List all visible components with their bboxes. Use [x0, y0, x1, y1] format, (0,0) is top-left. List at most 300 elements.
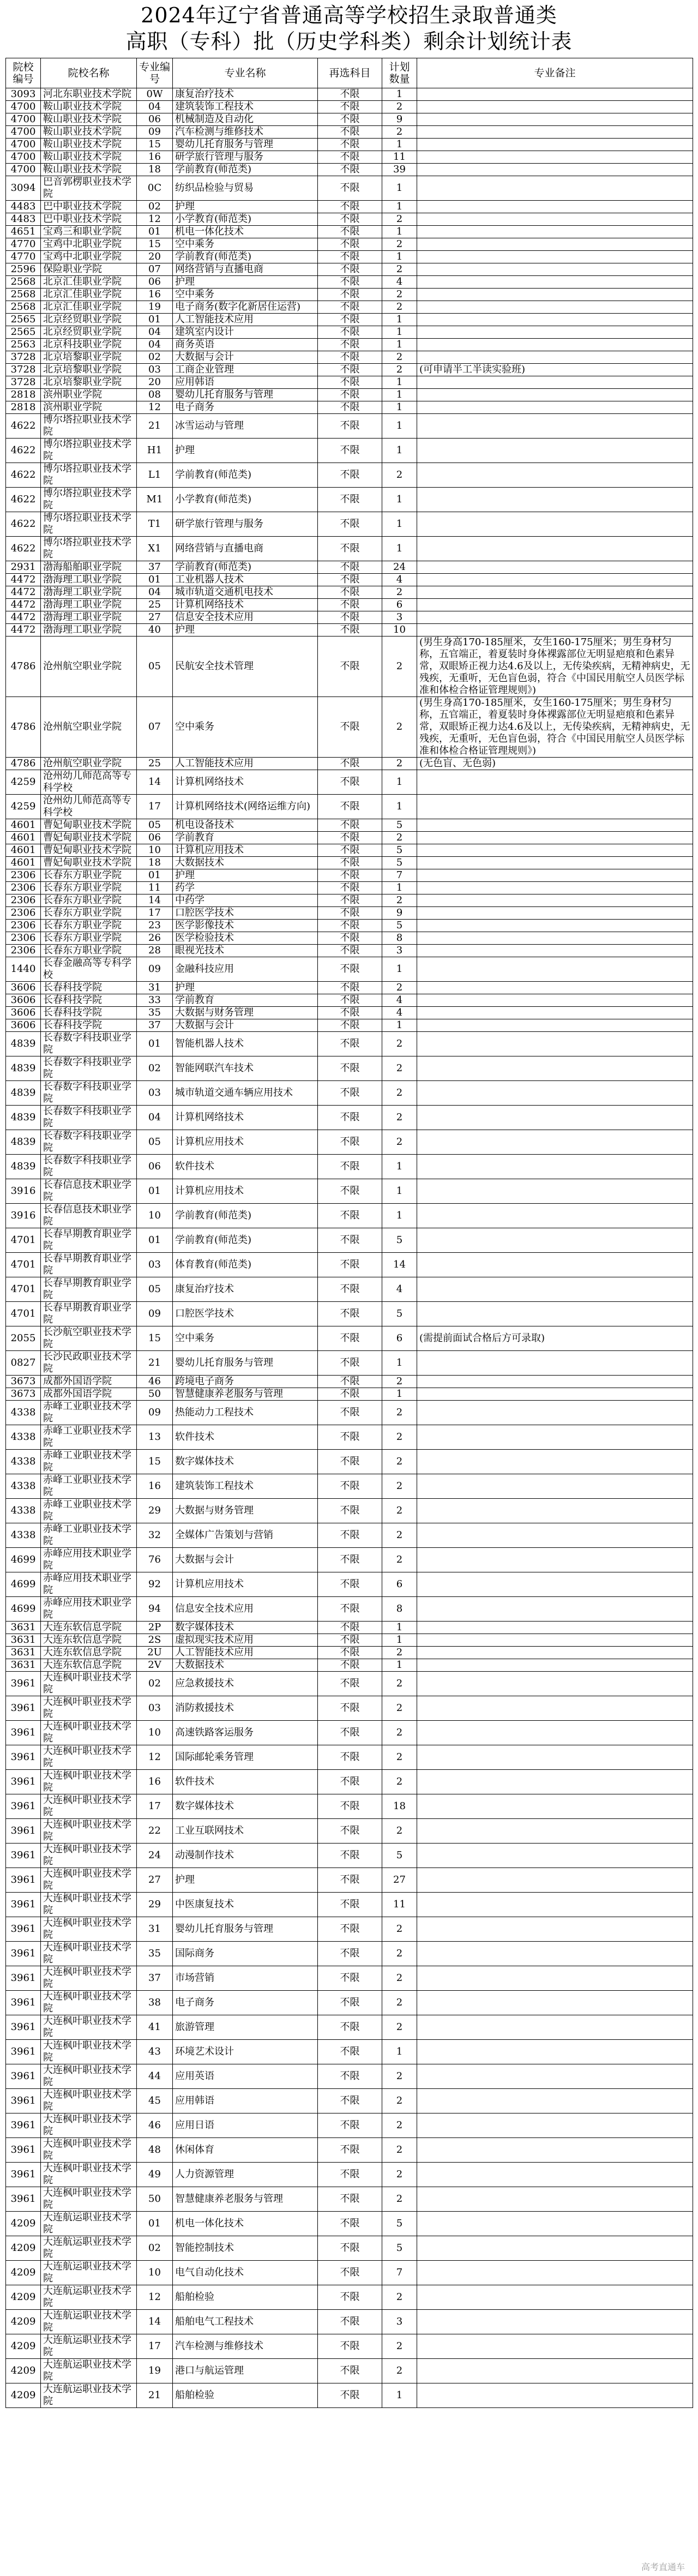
- school-name-cell: 赤峰工业职业技术学院: [41, 1474, 137, 1499]
- school-code-cell: 2306: [6, 920, 41, 932]
- table-row: [6, 2138, 693, 2163]
- school-code-cell: 3916: [6, 1204, 41, 1228]
- reselect-subject-cell: 不限: [318, 238, 382, 251]
- major-code-cell: 46: [137, 1376, 173, 1388]
- major-code-cell: 15: [137, 1326, 173, 1351]
- school-name-cell: 宝鸡中北职业学院: [41, 251, 137, 263]
- school-name-cell: 河北东职业技术学院: [41, 88, 137, 101]
- table-row: [6, 1155, 693, 1179]
- school-name-cell: 鞍山职业技术学院: [41, 164, 137, 176]
- plan-count-cell: 2: [382, 301, 417, 314]
- school-code-cell: 4338: [6, 1450, 41, 1474]
- table-row: [6, 945, 693, 957]
- major-name-cell: 护理: [173, 439, 318, 463]
- table-row: [6, 1081, 693, 1106]
- table-row: [6, 2113, 693, 2138]
- school-code-cell: 0827: [6, 1351, 41, 1376]
- school-code-cell: 3961: [6, 1745, 41, 1770]
- school-name-cell: 大连枫叶职业技术学院: [41, 1672, 137, 1696]
- school-code-cell: 2306: [6, 945, 41, 957]
- school-name-cell: 赤峰工业职业技术学院: [41, 1523, 137, 1548]
- major-code-cell: 0C: [137, 176, 173, 201]
- table-row: [6, 151, 693, 164]
- major-note-cell: [417, 176, 693, 201]
- major-name-cell: 智能网联汽车技术: [173, 1056, 318, 1081]
- major-note-cell: [417, 1376, 693, 1388]
- major-code-cell: 03: [137, 1253, 173, 1277]
- major-code-cell: 40: [137, 624, 173, 637]
- plan-count-cell: 2: [382, 2163, 417, 2187]
- plan-count-cell: 1: [382, 226, 417, 238]
- major-name-cell: 计算机应用技术: [173, 1130, 318, 1155]
- reselect-subject-cell: 不限: [318, 832, 382, 844]
- plan-count-cell: 2: [382, 2113, 417, 2138]
- school-code-cell: 4701: [6, 1277, 41, 1302]
- major-code-cell: 17: [137, 795, 173, 819]
- plan-count-cell: 5: [382, 1844, 417, 1868]
- plan-count-cell: 24: [382, 561, 417, 574]
- plan-count-cell: 2: [382, 289, 417, 301]
- major-code-cell: 50: [137, 2187, 173, 2212]
- reselect-subject-cell: 不限: [318, 1056, 382, 1081]
- major-note-cell: [417, 537, 693, 561]
- table-row: [6, 364, 693, 376]
- major-name-cell: 计算机网络技术(网络运维方向): [173, 795, 318, 819]
- school-name-cell: 北京经贸职业学院: [41, 314, 137, 326]
- table-row: [6, 201, 693, 213]
- major-note-cell: [417, 251, 693, 263]
- school-code-cell: 4786: [6, 758, 41, 770]
- plan-count-cell: 5: [382, 857, 417, 869]
- plan-count-cell: 2: [382, 2334, 417, 2359]
- major-note-cell: [417, 574, 693, 586]
- school-code-cell: 3961: [6, 2040, 41, 2064]
- major-note-cell: [417, 2334, 693, 2359]
- major-name-cell: 学前教育(师范类): [173, 1228, 318, 1253]
- school-code-cell: 3961: [6, 2163, 41, 2187]
- major-name-cell: 大数据与财务管理: [173, 1007, 318, 1019]
- major-note-cell: [417, 2089, 693, 2113]
- table-row: [6, 2212, 693, 2236]
- major-note-cell: [417, 2383, 693, 2408]
- school-name-cell: 大连航运职业技术学院: [41, 2212, 137, 2236]
- major-code-cell: 33: [137, 994, 173, 1007]
- plan-count-cell: 2: [382, 1942, 417, 1966]
- major-name-cell: 数字媒体技术: [173, 1794, 318, 1819]
- plan-count-cell: 1: [382, 1659, 417, 1672]
- table-row: [6, 1401, 693, 1425]
- major-note-cell: [417, 1942, 693, 1966]
- school-code-cell: 4839: [6, 1130, 41, 1155]
- major-name-cell: 大数据技术: [173, 1659, 318, 1672]
- table-row: [6, 2015, 693, 2040]
- reselect-subject-cell: 不限: [318, 512, 382, 537]
- reselect-subject-cell: 不限: [318, 414, 382, 439]
- major-code-cell: 19: [137, 2359, 173, 2383]
- plan-count-cell: 2: [382, 1106, 417, 1130]
- major-name-cell: 电子商务: [173, 401, 318, 414]
- school-code-cell: 3961: [6, 1917, 41, 1942]
- table-row: [6, 1228, 693, 1253]
- school-name-cell: 长春科技学院: [41, 982, 137, 994]
- table-row: [6, 1966, 693, 1991]
- major-name-cell: 船舶检验: [173, 2285, 318, 2310]
- table-row: [6, 351, 693, 364]
- school-name-cell: 宝鸡中北职业学院: [41, 238, 137, 251]
- school-code-cell: 4338: [6, 1425, 41, 1450]
- plan-count-cell: 5: [382, 2212, 417, 2236]
- school-code-cell: 4651: [6, 226, 41, 238]
- major-name-cell: 工业互联网技术: [173, 1819, 318, 1844]
- reselect-subject-cell: 不限: [318, 1659, 382, 1672]
- school-code-cell: 3961: [6, 1721, 41, 1745]
- major-name-cell: 建筑装饰工程技术: [173, 101, 318, 113]
- major-note-cell: [417, 351, 693, 364]
- table-row: [6, 1019, 693, 1032]
- major-name-cell: 网络营销与直播电商: [173, 537, 318, 561]
- major-code-cell: 13: [137, 1425, 173, 1450]
- school-name-cell: 北京培黎职业学院: [41, 364, 137, 376]
- school-code-cell: 3961: [6, 1844, 41, 1868]
- major-note-cell: [417, 263, 693, 276]
- school-name-cell: 赤峰工业职业技术学院: [41, 1499, 137, 1523]
- major-note-cell: [417, 1081, 693, 1106]
- school-name-cell: 长春金融高等专科学校: [41, 957, 137, 982]
- school-name-cell: 北京科技职业学院: [41, 339, 137, 351]
- school-name-cell: 大连枫叶职业技术学院: [41, 1794, 137, 1819]
- reselect-subject-cell: 不限: [318, 2064, 382, 2089]
- major-name-cell: 护理: [173, 624, 318, 637]
- major-name-cell: 婴幼儿托育服务与管理: [173, 139, 318, 151]
- school-name-cell: 大连枫叶职业技术学院: [41, 1745, 137, 1770]
- school-code-cell: 3961: [6, 2138, 41, 2163]
- table-row: [6, 857, 693, 869]
- reselect-subject-cell: 不限: [318, 1672, 382, 1696]
- plan-count-cell: 9: [382, 907, 417, 920]
- plan-count-cell: 2: [382, 2089, 417, 2113]
- plan-count-cell: 2: [382, 832, 417, 844]
- major-code-cell: 14: [137, 894, 173, 907]
- plan-count-cell: 3: [382, 945, 417, 957]
- school-code-cell: 4839: [6, 1155, 41, 1179]
- table-row: [6, 276, 693, 289]
- table-row: [6, 2064, 693, 2089]
- plan-count-cell: 27: [382, 1868, 417, 1893]
- major-code-cell: 12: [137, 1745, 173, 1770]
- school-name-cell: 博尔塔拉职业技术学院: [41, 414, 137, 439]
- school-code-cell: 4622: [6, 537, 41, 561]
- reselect-subject-cell: 不限: [318, 2015, 382, 2040]
- major-note-cell: [417, 2138, 693, 2163]
- reselect-subject-cell: 不限: [318, 2261, 382, 2285]
- reselect-subject-cell: 不限: [318, 1696, 382, 1721]
- school-name-cell: 长春信息技术职业学院: [41, 1179, 137, 1204]
- reselect-subject-cell: 不限: [318, 113, 382, 126]
- table-row: [6, 932, 693, 945]
- school-name-cell: 沧州幼儿师范高等专科学校: [41, 795, 137, 819]
- major-name-cell: 人工智能技术应用: [173, 758, 318, 770]
- major-name-cell: 城市轨道交通机电技术: [173, 586, 318, 599]
- major-name-cell: 口腔医学技术: [173, 907, 318, 920]
- school-code-cell: 4622: [6, 414, 41, 439]
- major-note-cell: [417, 882, 693, 894]
- plan-count-cell: 2: [382, 2015, 417, 2040]
- major-name-cell: 智能控制技术: [173, 2236, 318, 2261]
- major-code-cell: 46: [137, 2113, 173, 2138]
- major-note-cell: [417, 869, 693, 882]
- reselect-subject-cell: 不限: [318, 326, 382, 339]
- school-name-cell: 沧州幼儿师范高等专科学校: [41, 770, 137, 795]
- major-name-cell: 智能机器人技术: [173, 1032, 318, 1056]
- table-row: [6, 2040, 693, 2064]
- plan-count-cell: 2: [382, 1696, 417, 1721]
- major-name-cell: 小学教育(师范类): [173, 488, 318, 512]
- table-row: [6, 126, 693, 139]
- major-name-cell: 应用韩语: [173, 2089, 318, 2113]
- major-code-cell: 22: [137, 1819, 173, 1844]
- reselect-subject-cell: 不限: [318, 488, 382, 512]
- major-code-cell: 31: [137, 1917, 173, 1942]
- major-code-cell: 06: [137, 113, 173, 126]
- table-row: [6, 1572, 693, 1597]
- table-row: [6, 982, 693, 994]
- table-row: [6, 213, 693, 226]
- reselect-subject-cell: 不限: [318, 289, 382, 301]
- major-code-cell: 08: [137, 389, 173, 401]
- major-note-cell: [417, 88, 693, 101]
- major-code-cell: 01: [137, 1032, 173, 1056]
- major-code-cell: 29: [137, 1499, 173, 1523]
- school-name-cell: 大连航运职业技术学院: [41, 2285, 137, 2310]
- major-name-cell: 计算机网络技术: [173, 770, 318, 795]
- remaining-plan-table: [5, 58, 693, 2408]
- major-note-cell: [417, 126, 693, 139]
- reselect-subject-cell: 不限: [318, 637, 382, 697]
- major-code-cell: 02: [137, 1672, 173, 1696]
- major-note-cell: [417, 586, 693, 599]
- school-code-cell: 2306: [6, 932, 41, 945]
- reselect-subject-cell: 不限: [318, 151, 382, 164]
- major-name-cell: 中药学: [173, 894, 318, 907]
- school-name-cell: 长春东方职业学院: [41, 932, 137, 945]
- plan-count-cell: 11: [382, 1893, 417, 1917]
- school-name-cell: 长春东方职业学院: [41, 907, 137, 920]
- reselect-subject-cell: 不限: [318, 819, 382, 832]
- reselect-subject-cell: 不限: [318, 1302, 382, 1326]
- major-name-cell: 电子商务: [173, 1991, 318, 2015]
- major-note-cell: [417, 2187, 693, 2212]
- major-code-cell: 10: [137, 1721, 173, 1745]
- school-name-cell: 长春数字科技职业学院: [41, 1081, 137, 1106]
- plan-count-cell: 1: [382, 1622, 417, 1634]
- major-code-cell: 09: [137, 126, 173, 139]
- major-name-cell: 婴幼儿托育服务与管理: [173, 1351, 318, 1376]
- major-code-cell: 11: [137, 882, 173, 894]
- plan-count-cell: 1: [382, 1019, 417, 1032]
- major-note-cell: [417, 1351, 693, 1376]
- reselect-subject-cell: 不限: [318, 176, 382, 201]
- reselect-subject-cell: 不限: [318, 758, 382, 770]
- school-code-cell: 4786: [6, 697, 41, 758]
- plan-count-cell: 2: [382, 364, 417, 376]
- reselect-subject-cell: 不限: [318, 932, 382, 945]
- major-name-cell: 港口与航运管理: [173, 2359, 318, 2383]
- plan-count-cell: 1: [382, 339, 417, 351]
- reselect-subject-cell: 不限: [318, 894, 382, 907]
- plan-count-cell: 2: [382, 1450, 417, 1474]
- school-code-cell: 4839: [6, 1032, 41, 1056]
- table-row: [6, 1597, 693, 1622]
- plan-count-cell: 1: [382, 1351, 417, 1376]
- major-note-cell: [417, 164, 693, 176]
- major-code-cell: T1: [137, 512, 173, 537]
- table-row: [6, 463, 693, 488]
- table-row: [6, 770, 693, 795]
- major-note-cell: [417, 1007, 693, 1019]
- school-name-cell: 长春科技学院: [41, 994, 137, 1007]
- table-row: [6, 488, 693, 512]
- major-note-cell: [417, 289, 693, 301]
- major-code-cell: 07: [137, 263, 173, 276]
- plan-count-cell: 10: [382, 624, 417, 637]
- major-name-cell: 研学旅行管理与服务: [173, 512, 318, 537]
- table-row: [6, 795, 693, 819]
- major-note-cell: [417, 1032, 693, 1056]
- reselect-subject-cell: 不限: [318, 982, 382, 994]
- school-code-cell: 4209: [6, 2212, 41, 2236]
- plan-count-cell: 5: [382, 819, 417, 832]
- table-row: [6, 1634, 693, 1647]
- school-name-cell: 博尔塔拉职业技术学院: [41, 463, 137, 488]
- school-name-cell: 大连枫叶职业技术学院: [41, 2113, 137, 2138]
- plan-count-cell: 1: [382, 176, 417, 201]
- table-row: [6, 2310, 693, 2334]
- school-code-cell: 4700: [6, 113, 41, 126]
- plan-count-cell: 2: [382, 263, 417, 276]
- reselect-subject-cell: 不限: [318, 1326, 382, 1351]
- reselect-subject-cell: 不限: [318, 2334, 382, 2359]
- major-name-cell: 大数据技术: [173, 857, 318, 869]
- plan-count-cell: 1: [382, 376, 417, 389]
- major-name-cell: 中医康复技术: [173, 1893, 318, 1917]
- major-name-cell: 数字媒体技术: [173, 1450, 318, 1474]
- reselect-subject-cell: 不限: [318, 1721, 382, 1745]
- plan-count-cell: 39: [382, 164, 417, 176]
- major-name-cell: 大数据与会计: [173, 1019, 318, 1032]
- major-code-cell: 05: [137, 637, 173, 697]
- reselect-subject-cell: 不限: [318, 376, 382, 389]
- school-code-cell: 4209: [6, 2359, 41, 2383]
- reselect-subject-cell: 不限: [318, 1351, 382, 1376]
- reselect-subject-cell: 不限: [318, 139, 382, 151]
- plan-count-cell: 2: [382, 2064, 417, 2089]
- school-code-cell: 2931: [6, 561, 41, 574]
- school-name-cell: 渤海理工职业学院: [41, 586, 137, 599]
- major-name-cell: 机电一体化技术: [173, 2212, 318, 2236]
- reselect-subject-cell: 不限: [318, 1844, 382, 1868]
- school-code-cell: 3961: [6, 1672, 41, 1696]
- major-name-cell: 空中乘务: [173, 697, 318, 758]
- major-code-cell: 48: [137, 2138, 173, 2163]
- plan-count-cell: 1: [382, 1204, 417, 1228]
- table-row: [6, 758, 693, 770]
- major-code-cell: 27: [137, 1868, 173, 1893]
- major-name-cell: 空中乘务: [173, 1326, 318, 1351]
- plan-count-cell: 1: [382, 1388, 417, 1401]
- school-code-cell: 4622: [6, 512, 41, 537]
- plan-count-cell: 6: [382, 1326, 417, 1351]
- major-note-cell: [417, 932, 693, 945]
- school-name-cell: 长春数字科技职业学院: [41, 1155, 137, 1179]
- major-note-cell: [417, 994, 693, 1007]
- school-name-cell: 宝鸡三和职业学院: [41, 226, 137, 238]
- table-row: [6, 1647, 693, 1659]
- table-row: [6, 574, 693, 586]
- school-code-cell: 4259: [6, 795, 41, 819]
- school-name-cell: 鞍山职业技术学院: [41, 113, 137, 126]
- table-row: [6, 1523, 693, 1548]
- reselect-subject-cell: 不限: [318, 2113, 382, 2138]
- major-note-cell: [417, 439, 693, 463]
- school-code-cell: 2568: [6, 276, 41, 289]
- school-code-cell: 4601: [6, 857, 41, 869]
- school-name-cell: 北京汇佳职业学院: [41, 301, 137, 314]
- table-row: [6, 1351, 693, 1376]
- reselect-subject-cell: 不限: [318, 301, 382, 314]
- table-row: [6, 226, 693, 238]
- school-code-cell: 3961: [6, 1966, 41, 1991]
- major-name-cell: 药学: [173, 882, 318, 894]
- reselect-subject-cell: 不限: [318, 1893, 382, 1917]
- major-name-cell: 跨境电子商务: [173, 1376, 318, 1388]
- plan-count-cell: 2: [382, 1499, 417, 1523]
- major-note-cell: [417, 819, 693, 832]
- major-code-cell: 37: [137, 1966, 173, 1991]
- major-name-cell: 人工智能技术应用: [173, 1647, 318, 1659]
- major-code-cell: 20: [137, 376, 173, 389]
- major-code-cell: 04: [137, 586, 173, 599]
- school-name-cell: 赤峰应用技术职业学院: [41, 1597, 137, 1622]
- plan-count-cell: 2: [382, 1672, 417, 1696]
- school-name-cell: 成都外国语学院: [41, 1388, 137, 1401]
- major-name-cell: 汽车检测与维修技术: [173, 126, 318, 139]
- school-name-cell: 渤海船舶职业学院: [41, 561, 137, 574]
- major-note-cell: [417, 2064, 693, 2089]
- major-note-cell: [417, 2040, 693, 2064]
- reselect-subject-cell: 不限: [318, 795, 382, 819]
- reselect-subject-cell: 不限: [318, 1572, 382, 1597]
- reselect-subject-cell: 不限: [318, 537, 382, 561]
- table-row: [6, 1032, 693, 1056]
- major-code-cell: 2S: [137, 1634, 173, 1647]
- school-code-cell: 2306: [6, 869, 41, 882]
- table-row: [6, 1376, 693, 1388]
- table-row: [6, 832, 693, 844]
- table-row: [6, 113, 693, 126]
- page: [5, 0, 693, 2408]
- table-row: [6, 1388, 693, 1401]
- plan-count-cell: 11: [382, 151, 417, 164]
- reselect-subject-cell: 不限: [318, 226, 382, 238]
- plan-count-cell: 1: [382, 139, 417, 151]
- school-code-cell: 2568: [6, 289, 41, 301]
- plan-count-cell: 2: [382, 2285, 417, 2310]
- major-note-cell: [417, 213, 693, 226]
- reselect-subject-cell: 不限: [318, 1032, 382, 1056]
- major-note-cell: [417, 920, 693, 932]
- major-name-cell: 大数据与会计: [173, 351, 318, 364]
- reselect-subject-cell: 不限: [318, 2310, 382, 2334]
